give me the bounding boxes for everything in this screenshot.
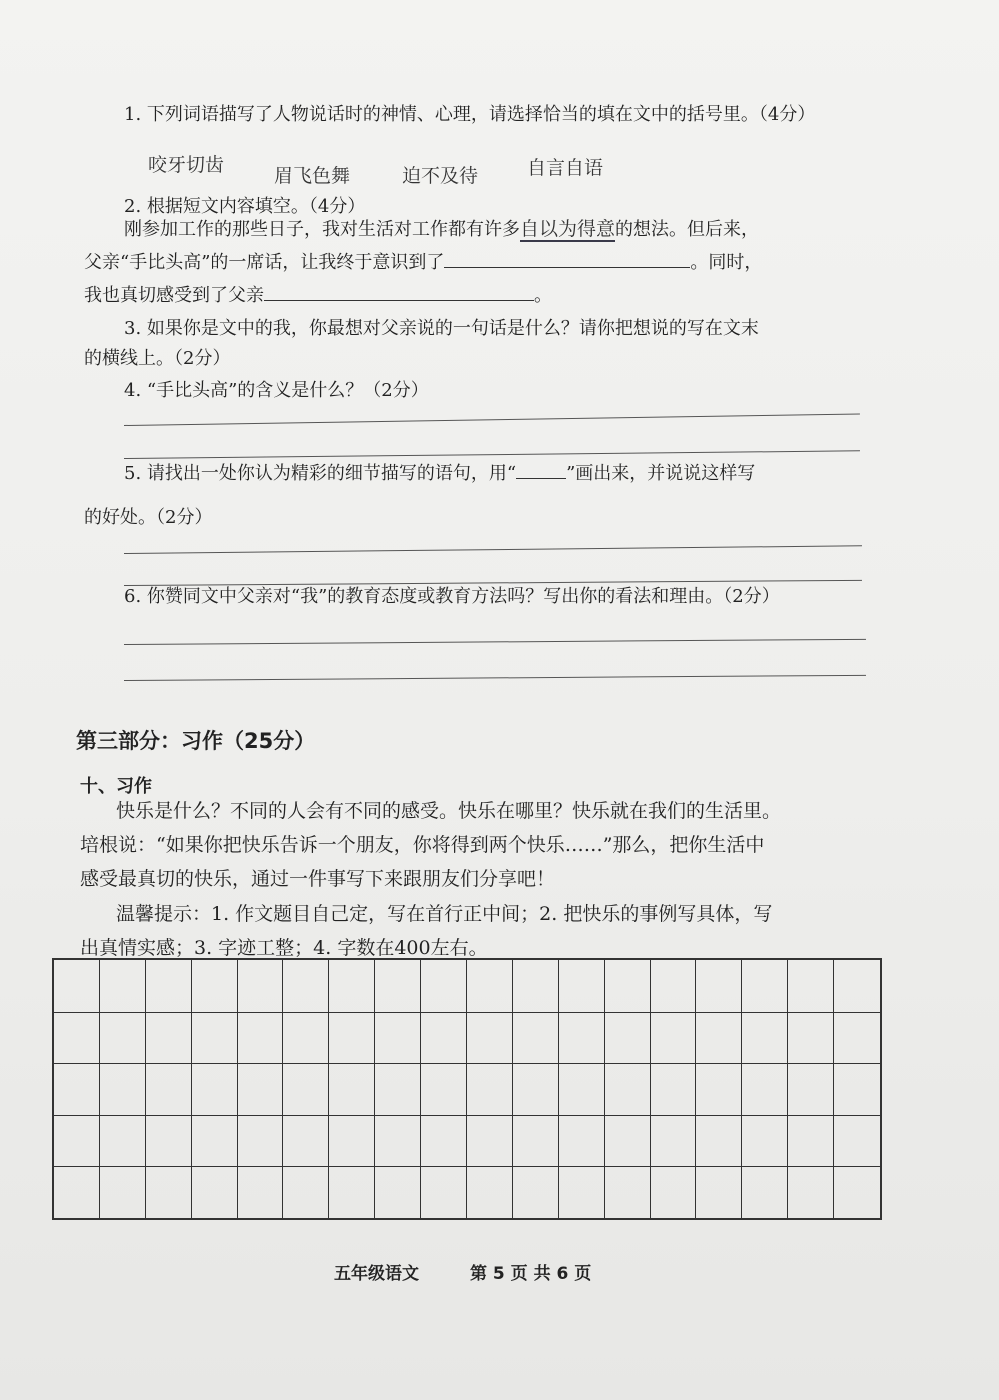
grid-cell[interactable] — [283, 960, 329, 1012]
grid-cell[interactable] — [421, 1012, 467, 1064]
grid-cell[interactable] — [238, 960, 284, 1012]
grid-cell[interactable] — [605, 1166, 651, 1218]
grid-cell[interactable] — [375, 1012, 421, 1064]
essay-tips-1: 温馨提示：1. 作文题目自己定，写在首行正中间；2. 把快乐的事例写具体，写 — [116, 903, 773, 925]
q2-blank-2[interactable] — [264, 282, 534, 301]
grid-cell[interactable] — [467, 1063, 513, 1115]
essay-paragraph-3: 感受最真切的快乐，通过一件事写下来跟朋友们分享吧！ — [80, 868, 556, 890]
grid-cell[interactable] — [742, 1063, 788, 1115]
q2-text-2b: 。同时， — [690, 252, 763, 273]
grid-cell[interactable] — [513, 1063, 559, 1115]
q1-word-2: 眉飞色舞 — [274, 165, 351, 187]
q2-text-3b: 。 — [534, 285, 552, 306]
grid-cell[interactable] — [696, 1115, 742, 1167]
grid-cell[interactable] — [238, 1166, 284, 1218]
grid-cell[interactable] — [696, 1063, 742, 1115]
grid-cell[interactable] — [329, 1115, 375, 1167]
q2-line-3 — [84, 282, 552, 309]
grid-cell[interactable] — [283, 1063, 329, 1115]
footer-page-number: 第 5 页 共 6 页 — [470, 1264, 592, 1284]
grid-cell[interactable] — [375, 1166, 421, 1218]
grid-cell[interactable] — [513, 1115, 559, 1167]
grid-cell[interactable] — [696, 1166, 742, 1218]
grid-cell[interactable] — [513, 960, 559, 1012]
grid-cell[interactable] — [421, 1063, 467, 1115]
grid-cell[interactable] — [651, 1115, 697, 1167]
grid-cell[interactable] — [513, 1166, 559, 1218]
grid-cell[interactable] — [192, 1012, 238, 1064]
essay-paragraph-2: 培根说：“如果你把快乐告诉一个朋友，你将得到两个快乐……”那么，把你生活中 — [80, 834, 765, 856]
grid-cell[interactable] — [146, 960, 192, 1012]
grid-cell[interactable] — [146, 1063, 192, 1115]
grid-cell[interactable] — [100, 1012, 146, 1064]
grid-cell[interactable] — [467, 1012, 513, 1064]
q4-answer-line-1[interactable] — [124, 413, 860, 426]
grid-cell[interactable] — [329, 1012, 375, 1064]
q1-word-4: 自言自语 — [527, 157, 604, 179]
q4-prompt: 4. “手比头高”的含义是什么？（2分） — [124, 380, 429, 401]
q5-line-2: 的好处。（2分） — [84, 507, 213, 528]
q6-answer-line-2[interactable] — [124, 675, 866, 681]
grid-cell[interactable] — [742, 960, 788, 1012]
grid-cell[interactable] — [651, 960, 697, 1012]
grid-cell[interactable] — [329, 960, 375, 1012]
q6-prompt: 6. 你赞同文中父亲对“我”的教育态度或教育方法吗？写出你的看法和理由。（2分） — [124, 586, 780, 607]
q1-word-3: 迫不及待 — [402, 165, 479, 187]
q5-underline-sample — [516, 460, 566, 479]
section-3-title: 第三部分：习作（25分） — [76, 729, 316, 753]
q5-line-1 — [124, 460, 755, 487]
grid-cell[interactable] — [54, 1166, 100, 1218]
grid-cell[interactable] — [146, 1166, 192, 1218]
grid-cell[interactable] — [467, 1115, 513, 1167]
grid-cell[interactable] — [54, 1063, 100, 1115]
grid-cell[interactable] — [788, 1115, 834, 1167]
q2-prompt: 2. 根据短文内容填空。（4分） — [124, 196, 366, 217]
grid-cell[interactable] — [696, 960, 742, 1012]
q5-text-1b: ”画出来，并说说这样写 — [566, 463, 756, 484]
grid-cell[interactable] — [192, 1166, 238, 1218]
q3-line-2: 的横线上。（2分） — [84, 348, 231, 369]
grid-cell[interactable] — [651, 1166, 697, 1218]
grid-cell[interactable] — [238, 1063, 284, 1115]
grid-cell[interactable] — [329, 1166, 375, 1218]
grid-cell[interactable] — [421, 1166, 467, 1218]
grid-cell[interactable] — [651, 1063, 697, 1115]
grid-cell[interactable] — [788, 1166, 834, 1218]
grid-cell[interactable] — [192, 1115, 238, 1167]
grid-cell[interactable] — [54, 1115, 100, 1167]
q5-text-1a: 5. 请找出一处你认为精彩的细节描写的语句，用“ — [124, 463, 517, 484]
essay-tips-2: 出真情实感；3. 字迹工整；4. 字数在400左右。 — [80, 937, 488, 959]
grid-cell[interactable] — [54, 1012, 100, 1064]
grid-cell[interactable] — [605, 1115, 651, 1167]
q2-line-2 — [84, 249, 762, 276]
grid-cell[interactable] — [421, 960, 467, 1012]
q2-handwritten-answer: 自以为得意 — [520, 218, 616, 240]
grid-cell[interactable] — [421, 1115, 467, 1167]
essay-writing-grid[interactable] — [52, 958, 882, 1220]
grid-cell[interactable] — [375, 1063, 421, 1115]
q3-line-1: 3. 如果你是文中的我，你最想对父亲说的一句话是什么？请你把想说的写在文末 — [124, 318, 759, 339]
grid-cell[interactable] — [559, 1115, 605, 1167]
grid-cell[interactable] — [467, 960, 513, 1012]
q4-answer-line-2[interactable] — [124, 450, 860, 459]
q2-text-1a: 刚参加工作的那些日子，我对生活对工作都有许多 — [124, 219, 520, 240]
grid-cell[interactable] — [283, 1166, 329, 1218]
grid-cell[interactable] — [283, 1115, 329, 1167]
section-3-subtitle: 十、习作 — [80, 776, 152, 797]
q2-text-3a: 我也真切感受到了父亲 — [84, 285, 264, 306]
essay-paragraph-1: 快乐是什么？不同的人会有不同的感受。快乐在哪里？快乐就在我们的生活里。 — [116, 800, 782, 822]
grid-cell[interactable] — [559, 1012, 605, 1064]
grid-cell[interactable] — [651, 1012, 697, 1064]
grid-cell[interactable] — [467, 1166, 513, 1218]
grid-cell[interactable] — [238, 1115, 284, 1167]
grid-cell[interactable] — [54, 960, 100, 1012]
grid-cell[interactable] — [605, 1012, 651, 1064]
grid-cell[interactable] — [100, 1115, 146, 1167]
grid-cell[interactable] — [696, 1012, 742, 1064]
q1-word-1: 咬牙切齿 — [148, 154, 225, 176]
grid-cell[interactable] — [742, 1166, 788, 1218]
grid-cell[interactable] — [375, 960, 421, 1012]
grid-cell[interactable] — [192, 1063, 238, 1115]
grid-cell[interactable] — [513, 1012, 559, 1064]
grid-cell[interactable] — [742, 1012, 788, 1064]
grid-cell[interactable] — [100, 1063, 146, 1115]
grid-cell[interactable] — [238, 1012, 284, 1064]
grid-cell[interactable] — [742, 1115, 788, 1167]
q1-prompt: 1. 下列词语描写了人物说话时的神情、心理，请选择恰当的填在文中的括号里。（4分） — [124, 104, 816, 125]
grid-cell[interactable] — [146, 1115, 192, 1167]
grid-cell[interactable] — [605, 960, 651, 1012]
grid-cell[interactable] — [559, 960, 605, 1012]
q2-text-2a: 父亲“手比头高”的一席话，让我终于意识到了 — [84, 252, 445, 273]
grid-cell[interactable] — [375, 1115, 421, 1167]
q2-blank-1[interactable] — [444, 249, 690, 268]
grid-cell[interactable] — [329, 1063, 375, 1115]
q2-text-1b: 的想法。但后来， — [615, 219, 760, 240]
q5-answer-line-1[interactable] — [124, 545, 862, 554]
q2-line-1 — [124, 216, 759, 243]
grid-cell[interactable] — [788, 1012, 834, 1064]
grid-cell[interactable] — [192, 960, 238, 1012]
grid-cell[interactable] — [283, 1012, 329, 1064]
grid-cell[interactable] — [100, 1166, 146, 1218]
grid-cell[interactable] — [559, 1063, 605, 1115]
grid-cell[interactable] — [100, 960, 146, 1012]
grid-cell[interactable] — [559, 1166, 605, 1218]
grid-cell[interactable] — [788, 1063, 834, 1115]
q6-answer-line-1[interactable] — [124, 639, 866, 645]
footer-subject: 五年级语文 — [334, 1264, 419, 1284]
grid-cell[interactable] — [146, 1012, 192, 1064]
grid-cell[interactable] — [788, 960, 834, 1012]
grid-cell[interactable] — [605, 1063, 651, 1115]
